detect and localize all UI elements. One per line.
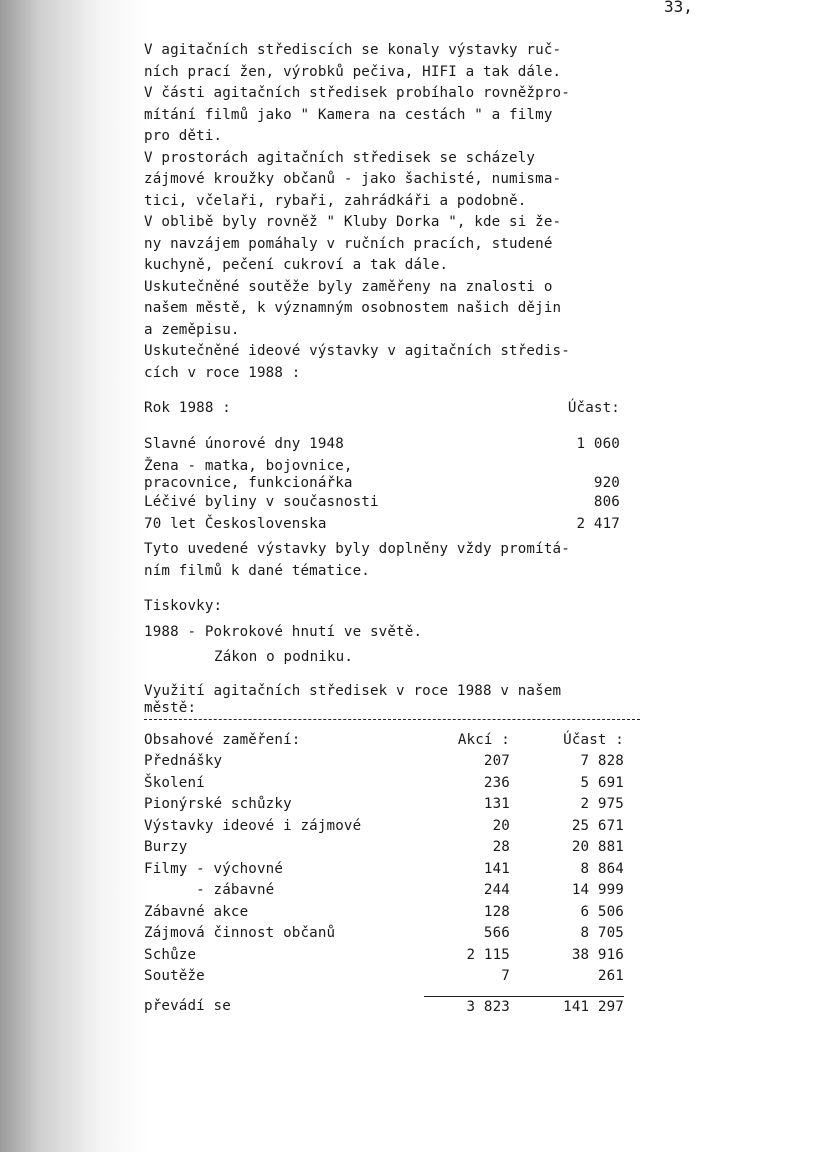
table-row [144,902,624,924]
exhibition-name: Léčivé byliny v současnosti [144,494,379,510]
row-ucast: 38 916 [571,946,624,963]
row-label: Zájmová činnost občanů [144,925,336,941]
row-label: Soutěže [144,968,205,984]
row-akce: 236 [483,774,510,791]
page-number: 33, [664,0,693,16]
row-label: Pionýrské schůzky [144,796,292,812]
row-ucast: 8 705 [580,925,624,941]
row-ucast: 7 828 [580,753,624,769]
row-label: Přednášky [144,753,223,769]
usage-table-header [144,730,624,752]
row-ucast: 8 864 [580,860,624,877]
row-akce: 7 [501,968,510,984]
press-label: Tiskovky: [144,598,223,614]
exhibition-value: 806 [593,494,620,510]
row-ucast: 2 975 [580,796,624,812]
row-label: Školení [144,774,205,791]
paragraph-hobby-groups: V prostorách agitačních středisek se scházely zájmové kroužky občanů - jako šachisté, numisma- tici, včelaři, rybaři, zahrádkáři a podobně. [144,149,562,209]
row-akce: 2 115 [466,946,510,963]
row-ucast: 14 999 [571,882,624,898]
table-row [144,794,624,816]
press-line-1: 1988 - Pokrokové hnutí ve světě. [144,623,423,640]
exhibition-row [144,434,620,456]
row-akce: 28 [492,839,510,855]
exhibitions-attendance-label: Účast: [567,400,620,416]
exhibition-value: 1 060 [576,435,620,452]
col-akce-header: Akcí : [457,731,510,748]
table-row [144,773,624,795]
row-ucast: 20 881 [571,839,624,855]
row-label: Burzy [144,839,188,855]
row-akce: 141 [483,860,510,877]
row-akce: 20 [492,817,510,834]
paragraph-dorka-clubs: V oblibě byly rovněž " Kluby Dorka ", kde si že- ny navzájem pomáhaly v ručních pracích, studené kuchyně, pečení cukroví a tak dále. [144,214,562,273]
row-label: Zábavné akce [144,903,249,920]
exhibition-name: Slavné únorové dny 1948 [144,435,344,452]
table-row [144,859,624,881]
row-akce: 207 [483,753,510,769]
total-ucast: 141 297 [524,996,624,1019]
row-label: Výstavky ideové i zájmové [144,817,362,834]
exhibition-name: Žena - matka, bojovnice, pracovnice, funkcionářka [144,458,353,491]
col-content-header: Obsahové zaměření: [144,731,301,748]
row-akce: 128 [483,903,510,920]
table-row [144,923,624,945]
exhibition-value: 920 [593,475,620,491]
row-ucast: 25 671 [571,817,624,834]
row-akce: 566 [483,925,510,941]
table-row [144,751,624,773]
row-ucast: 5 691 [580,774,624,791]
table-row [144,837,624,859]
paragraph-competitions: Uskutečněné soutěže byly zaměřeny na znalosti o našem městě, k významným osobnostem našich dějin a zeměpisu. [144,278,562,338]
row-label: Schůze [144,946,197,963]
exhibitions-note: Tyto uvedené výstavky byly doplněny vždy promítá- ním filmů k dané tématice. [144,541,570,579]
table-row [144,880,624,902]
table-row [144,966,624,988]
press-line-2: Zákon o podniku. [214,649,354,665]
exhibition-name: 70 let Československa [144,515,327,532]
usage-table-total [144,996,624,1019]
document-body [144,40,664,1018]
exhibitions-year-label: Rok 1988 : [144,400,231,416]
row-ucast: 261 [597,968,624,984]
exhibition-value: 2 417 [576,515,620,532]
total-label: převádí se [144,997,231,1014]
exhibition-row [144,458,620,492]
table-row [144,816,624,838]
total-akce: 3 823 [424,996,524,1019]
col-ucast-header: Účast : [563,731,624,748]
exhibitions-header [144,398,620,420]
row-akce: 131 [483,796,510,812]
table-row [144,945,624,967]
exhibitions-intro: Uskutečněné ideové výstavky v agitačních středis- cích v roce 1988 : [144,343,570,381]
row-label: - zábavné [144,882,275,898]
exhibition-row [144,514,620,536]
usage-table-heading: Využití agitačních středisek v roce 1988 v našem městě: [144,683,640,720]
row-ucast: 6 506 [580,903,624,920]
paragraph-exhibitions-films: V agitačních střediscích se konaly výstavky ruč- ních prací žen, výrobků pečiva, HIFI a tak dále. V části agitačních středisek probíhalo rovněžpro- mítání filmů jako " Kamera na cestách " a filmy pro děti. [144,42,570,144]
row-label: Filmy - výchovné [144,860,284,877]
exhibition-row [144,492,620,514]
usage-table-body [144,751,664,988]
row-akce: 244 [483,882,510,898]
